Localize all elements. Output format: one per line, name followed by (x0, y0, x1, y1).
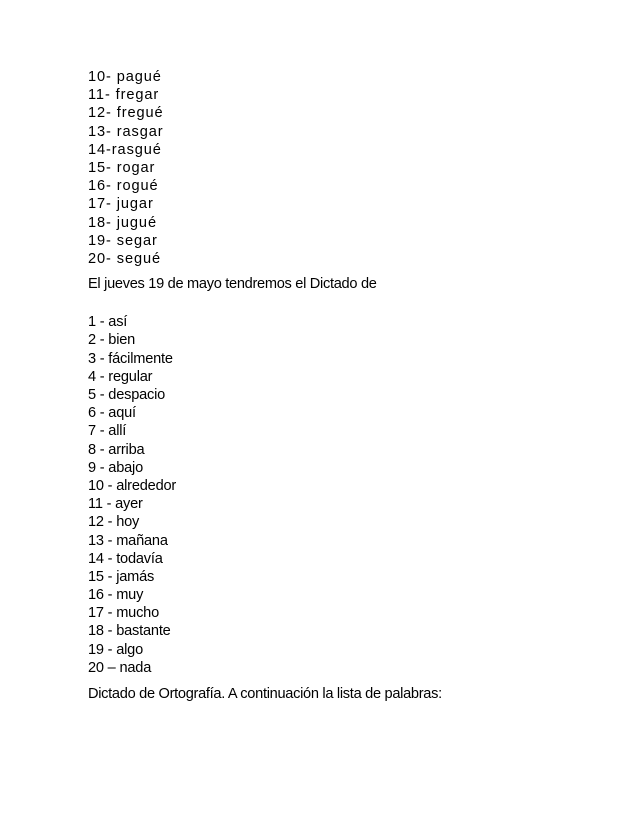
list-item: 16 - muy (88, 587, 144, 604)
list-item: 4 - regular (88, 368, 153, 385)
dictation-announcement: El jueves 19 de mayo tendremos el Dictado de (88, 276, 377, 293)
dictation-intro: Dictado de Ortografía. A continuación la lista de palabras: (88, 686, 442, 703)
list-item: 5 - despacio (88, 387, 166, 404)
list-item: 13 - mañana (88, 532, 168, 549)
list-item: 10 - alrededor (88, 477, 177, 494)
list-item: 9 - abajo (88, 459, 143, 476)
list-item: 10- pagué (88, 69, 162, 85)
list-item: 19 - algo (88, 641, 143, 658)
list-item: 15- rogar (88, 159, 156, 176)
list-item: 18- jugué (88, 214, 157, 231)
list-item: 17 - mucho (88, 605, 160, 622)
list-item: 17- jugar (88, 196, 154, 213)
list-item: 13- rasgar (88, 123, 164, 140)
list-item: 12- fregué (88, 105, 164, 122)
list-item: 12 - hoy (88, 514, 140, 531)
list-item: 18 - bastante (88, 623, 171, 640)
document-page (88, 68, 608, 703)
list-item: 14-rasgué (88, 141, 162, 158)
list-item: 8 - arriba (88, 441, 145, 458)
list-item: 19- segar (88, 232, 158, 249)
list-item: 11 - ayer (88, 496, 143, 513)
list-item: 2 - bien (88, 332, 136, 349)
list-item: 7 - allí (88, 423, 127, 440)
word-list-adverbs (88, 313, 608, 677)
list-item: 6 - aquí (88, 405, 136, 422)
list-item: 15 - jamás (88, 568, 155, 585)
list-item: 14 - todavía (88, 550, 163, 567)
list-item: 20 – nada (88, 659, 152, 676)
list-item: 3 - fácilmente (88, 350, 173, 367)
list-item: 11- fregar (88, 87, 160, 104)
list-item: 1 - así (88, 314, 128, 331)
list-item: 20- segué (88, 250, 162, 267)
list-item: 16- rogué (88, 178, 159, 195)
word-list-verbs (88, 68, 608, 268)
